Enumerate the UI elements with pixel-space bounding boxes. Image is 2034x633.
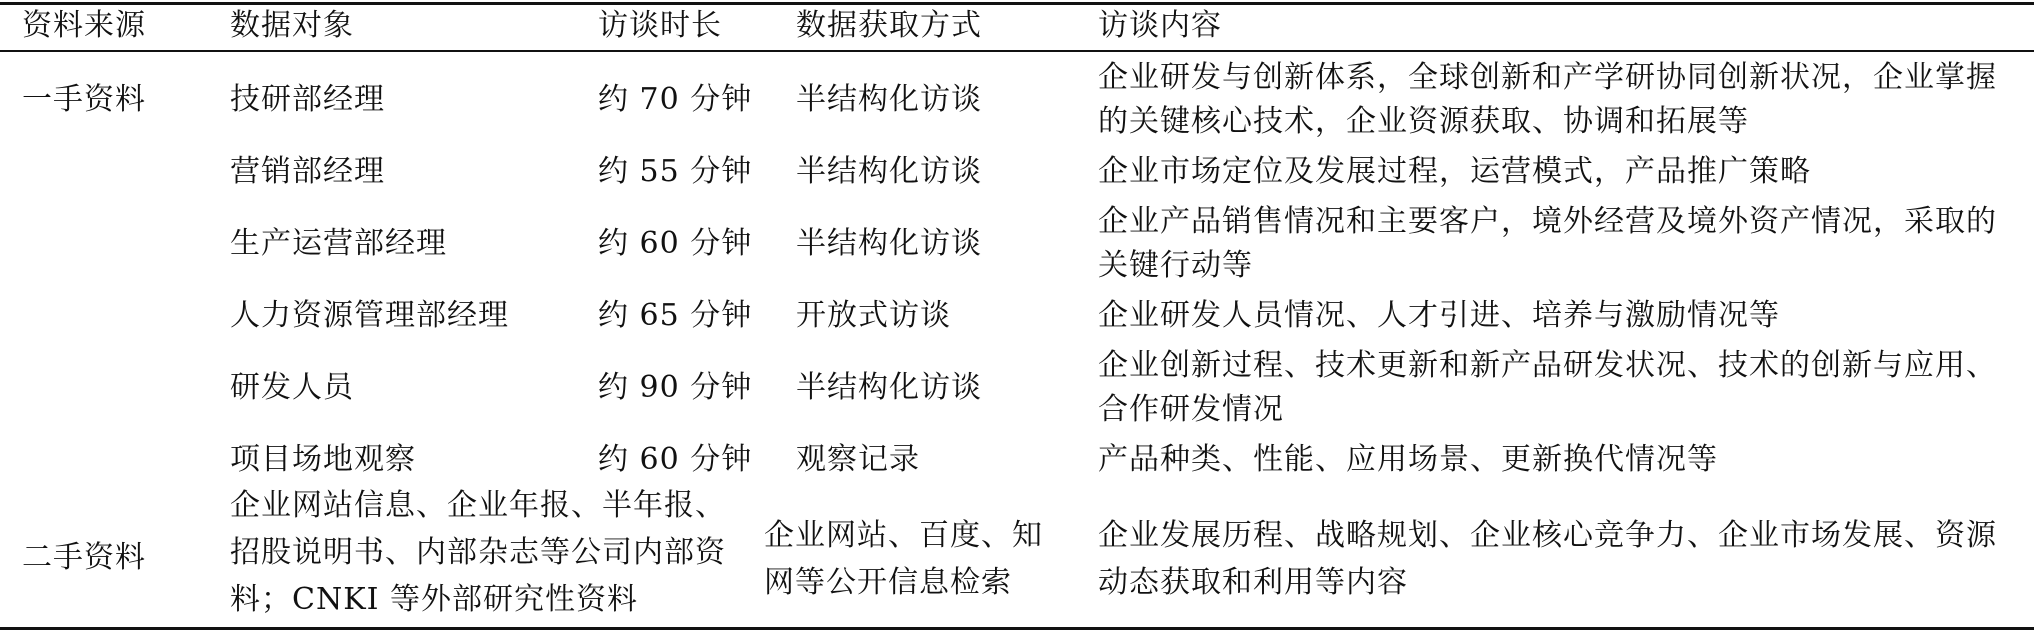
table-row-1-method: 半结构化访谈 (796, 82, 982, 117)
table-row-1-duration: 约 70 分钟 (598, 82, 753, 117)
secondary-source-label: 二手资料 (22, 540, 146, 575)
table-row-5-duration: 约 90 分钟 (598, 370, 753, 405)
table-row-3-method: 半结构化访谈 (796, 226, 982, 261)
header-method: 数据获取方式 (796, 8, 982, 43)
table-row-5-content: 企业创新过程、技术更新和新产品研发状况、技术的创新与应用、合作研发情况 (1098, 348, 1997, 427)
table-row-2-duration: 约 55 分钟 (598, 154, 753, 189)
header-source: 资料来源 (22, 8, 146, 43)
table-row-4-object: 人力资源管理部经理 (230, 298, 509, 333)
table-row-4-content: 企业研发人员情况、人才引进、培养与激励情况等 (1098, 298, 1780, 333)
table-row-6-content: 产品种类、性能、应用场景、更新换代情况等 (1098, 442, 1718, 477)
secondary-content: 企业发展历程、战略规划、企业核心竞争力、企业市场发展、资源动态获取和利用等内容 (1098, 518, 1997, 600)
secondary-method: 企业网站、百度、知网等公开信息检索 (764, 518, 1043, 600)
table-row-2-content: 企业市场定位及发展过程，运营模式，产品推广策略 (1098, 154, 1811, 189)
table-row-5-object: 研发人员 (230, 370, 354, 405)
table-row-3-object: 生产运营部经理 (230, 226, 447, 261)
primary-source-label: 一手资料 (22, 82, 146, 117)
table-row-6-duration: 约 60 分钟 (598, 442, 753, 477)
table-row-4-method: 开放式访谈 (796, 298, 951, 333)
table-row-6-method: 观察记录 (796, 442, 920, 477)
table-row-2-method: 半结构化访谈 (796, 154, 982, 189)
header-duration: 访谈时长 (598, 8, 722, 43)
header-content: 访谈内容 (1098, 8, 1222, 43)
table-row-5-method: 半结构化访谈 (796, 370, 982, 405)
table-header-rule (0, 50, 2034, 52)
header-object: 数据对象 (230, 8, 354, 43)
table-row-3-content: 企业产品销售情况和主要客户，境外经营及境外资产情况，采取的关键行动等 (1098, 204, 1997, 283)
table-row-6-object: 项目场地观察 (230, 442, 416, 477)
table-bottom-rule (0, 627, 2034, 630)
table-row-2-object: 营销部经理 (230, 154, 385, 189)
table-row-1-content: 企业研发与创新体系，全球创新和产学研协同创新状况，企业掌握的关键核心技术，企业资源获取、协调和拓展等 (1098, 60, 1997, 139)
table-row-1-object: 技研部经理 (230, 82, 385, 117)
table-row-4-duration: 约 65 分钟 (598, 298, 753, 333)
table-row-3-duration: 约 60 分钟 (598, 226, 753, 261)
secondary-object: 企业网站信息、企业年报、半年报、招股说明书、内部杂志等公司内部资料；CNKI 等外部研究性资料 (230, 488, 726, 617)
